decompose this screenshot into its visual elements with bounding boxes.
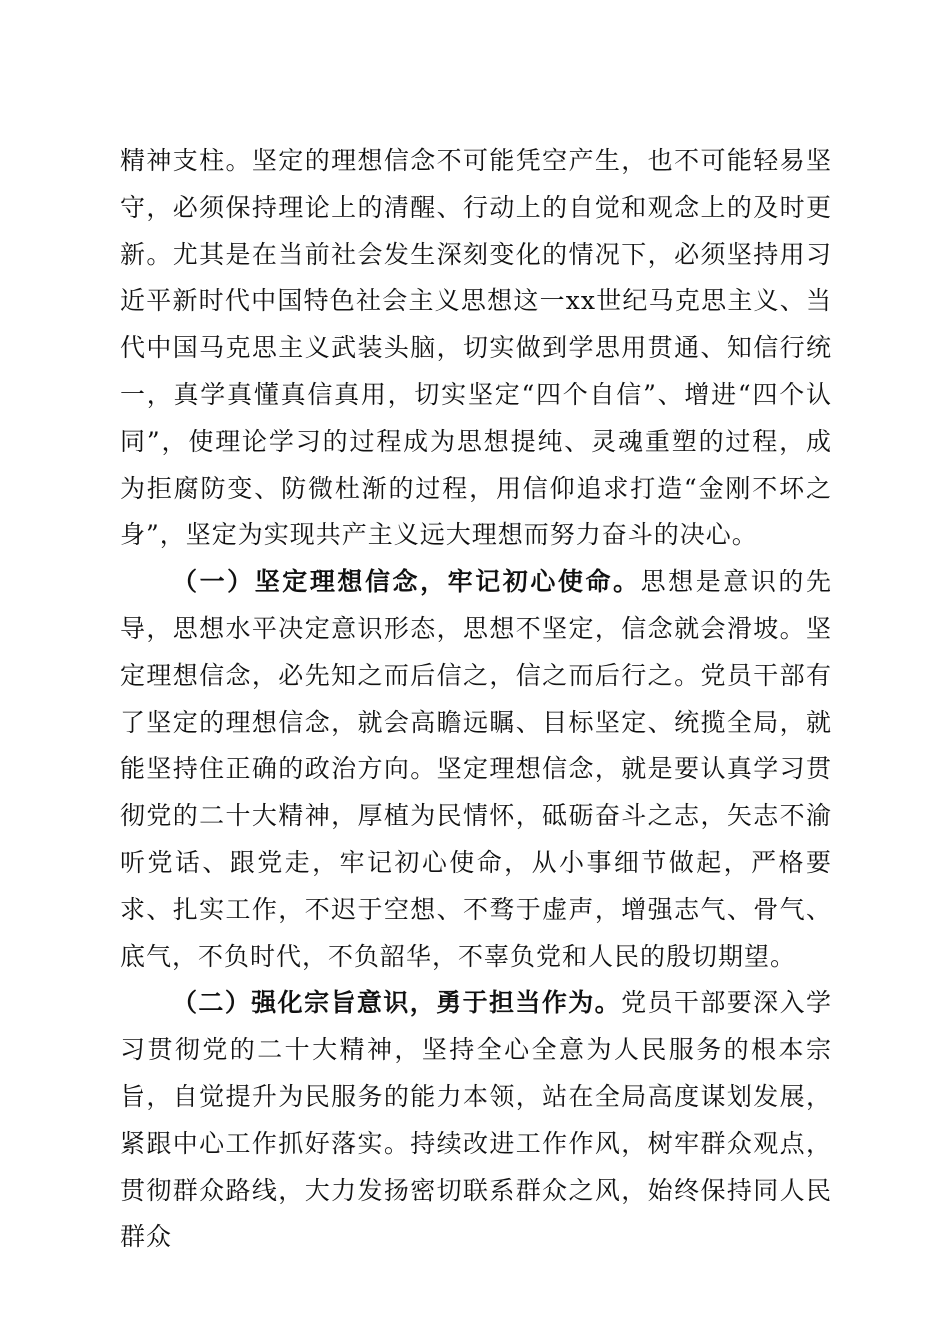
paragraph-continuation (120, 138, 832, 559)
document-page (120, 138, 832, 1261)
paragraph-text: 精神支柱。坚定的理想信念不可能凭空产生，也不可能轻易坚守，必须保持理论上的清醒、行动上的自觉和观念上的及时更新。尤其是在当前社会发生深刻变化的情况下，必须坚持用习近平新时代中国特色社会主义思想这一xx世纪马克思主义、当代中国马克思主义武装头脑，切实做到学思用贯通、知信行统一，真学真懂真信真用，切实坚定“四个自信”、增进“四个认同”，使理论学习的过程成为思想提纯、灵魂重塑的过程，成为拒腐防变、防微杜渐的过程，用信仰追求打造“金刚不坏之身”，坚定为实现共产主义远大理想而努力奋斗的决心。 (120, 146, 832, 550)
paragraph-section-one (120, 559, 832, 980)
paragraph-text: 党员干部要深入学习贯彻党的二十大精神，坚持全心全意为人民服务的根本宗旨，自觉提升为民服务的能力本领，站在全局高度谋划发展，紧跟中心工作抓好落实。持续改进工作作风，树牢群众观点，贯彻群众路线，大力发扬密切联系群众之风，始终保持同人民群众 (120, 988, 832, 1252)
section-heading: （一）坚定理想信念，牢记初心使命。 (172, 567, 641, 597)
section-heading: （二）强化宗旨意识，勇于担当作为。 (172, 988, 622, 1018)
paragraph-section-two (120, 980, 832, 1261)
paragraph-text: 思想是意识的先导，思想水平决定意识形态，思想不坚定，信念就会滑坡。坚定理想信念，必先知之而后信之，信之而后行之。党员干部有了坚定的理想信念，就会高瞻远瞩、目标坚定、统揽全局，就能坚持住正确的政治方向。坚定理想信念，就是要认真学习贯彻党的二十大精神，厚植为民情怀，砥砺奋斗之志，矢志不渝听党话、跟党走，牢记初心使命，从小事细节做起，严格要求、扎实工作，不迟于空想、不骛于虚声，增强志气、骨气、底气，不负时代，不负韶华，不辜负党和人民的殷切期望。 (120, 567, 832, 971)
